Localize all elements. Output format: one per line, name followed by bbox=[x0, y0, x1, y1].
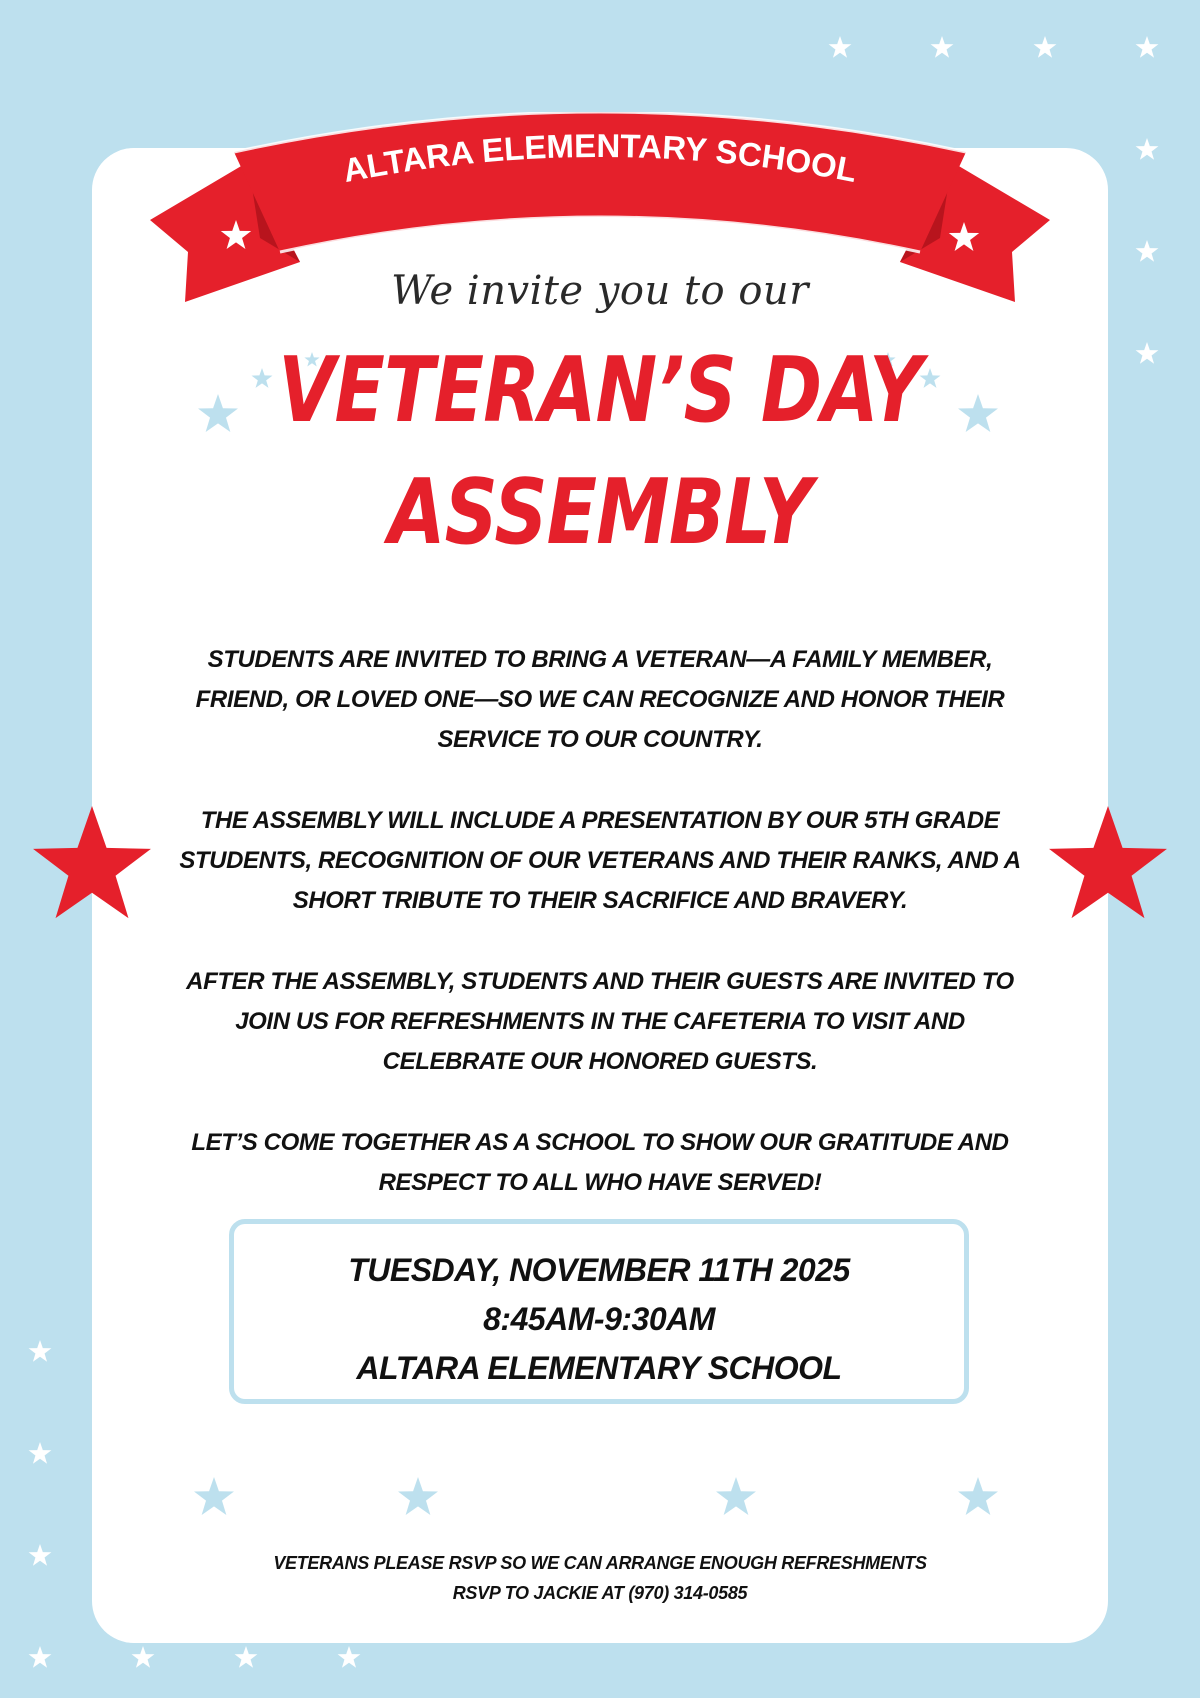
event-date: TUESDAY, NOVEMBER 11TH 2025 bbox=[348, 1252, 850, 1288]
title-line-1: VETERAN’S DAY bbox=[278, 338, 922, 443]
star-icon bbox=[132, 1646, 155, 1668]
body-paragraph: LET’S COME TOGETHER AS A SCHOOL TO SHOW OUR GRATITUDE AND RESPECT TO ALL WHO HAVE SERVED! bbox=[191, 1129, 1009, 1196]
body-paragraph: THE ASSEMBLY WILL INCLUDE A PRESENTATION BY OUR 5TH GRADE STUDENTS, RECOGNITION OF OUR VETERANS AND THEIR RANKS, AND A SHORT TRIBUTE TO THEIR SACRIFICE AND BRAVERY. bbox=[179, 807, 1021, 914]
title-line-2: ASSEMBLY bbox=[388, 460, 812, 565]
rsvp-footer bbox=[0, 1548, 1200, 1608]
event-details-box bbox=[229, 1219, 969, 1404]
rsvp-contact: RSVP TO JACKIE AT (970) 314-0585 bbox=[452, 1583, 748, 1603]
star-icon bbox=[931, 36, 954, 58]
star-icon bbox=[1136, 240, 1159, 262]
star-icon bbox=[1136, 36, 1159, 58]
page-title bbox=[108, 330, 1092, 574]
star-icon bbox=[29, 1442, 52, 1464]
star-icon bbox=[29, 1646, 52, 1668]
event-location: ALTARA ELEMENTARY SCHOOL bbox=[356, 1350, 842, 1386]
star-icon bbox=[716, 1477, 756, 1515]
star-icon bbox=[829, 36, 852, 58]
star-icon bbox=[29, 1340, 52, 1362]
rsvp-note: VETERANS PLEASE RSVP SO WE CAN ARRANGE ENOUGH REFRESHMENTS bbox=[273, 1553, 927, 1573]
body-paragraph: STUDENTS ARE INVITED TO BRING A VETERAN—A FAMILY MEMBER, FRIEND, OR LOVED ONE—SO WE CAN RECOGNIZE AND HONOR THEIR SERVICE TO OUR COUNTRY. bbox=[195, 646, 1005, 753]
star-icon bbox=[235, 1646, 258, 1668]
star-icon bbox=[958, 1477, 998, 1515]
school-name-banner-text: ALTARA ELEMENTARY SCHOOL bbox=[339, 126, 861, 190]
event-time: 8:45AM-9:30AM bbox=[483, 1301, 715, 1337]
star-icon bbox=[1136, 138, 1159, 160]
star-icon bbox=[1136, 342, 1159, 364]
invite-line: We invite you to our bbox=[391, 268, 809, 314]
invitation-body bbox=[170, 640, 1030, 1244]
star-icon bbox=[398, 1477, 438, 1515]
body-paragraph: AFTER THE ASSEMBLY, STUDENTS AND THEIR GUESTS ARE INVITED TO JOIN US FOR REFRESHMENTS IN THE CAFETERIA TO VISIT AND CELEBRATE OUR HONORED GUESTS. bbox=[186, 968, 1014, 1075]
star-icon bbox=[33, 806, 151, 918]
star-icon bbox=[338, 1646, 361, 1668]
star-icon bbox=[1049, 806, 1167, 918]
star-icon bbox=[194, 1477, 234, 1515]
star-icon bbox=[1034, 36, 1057, 58]
